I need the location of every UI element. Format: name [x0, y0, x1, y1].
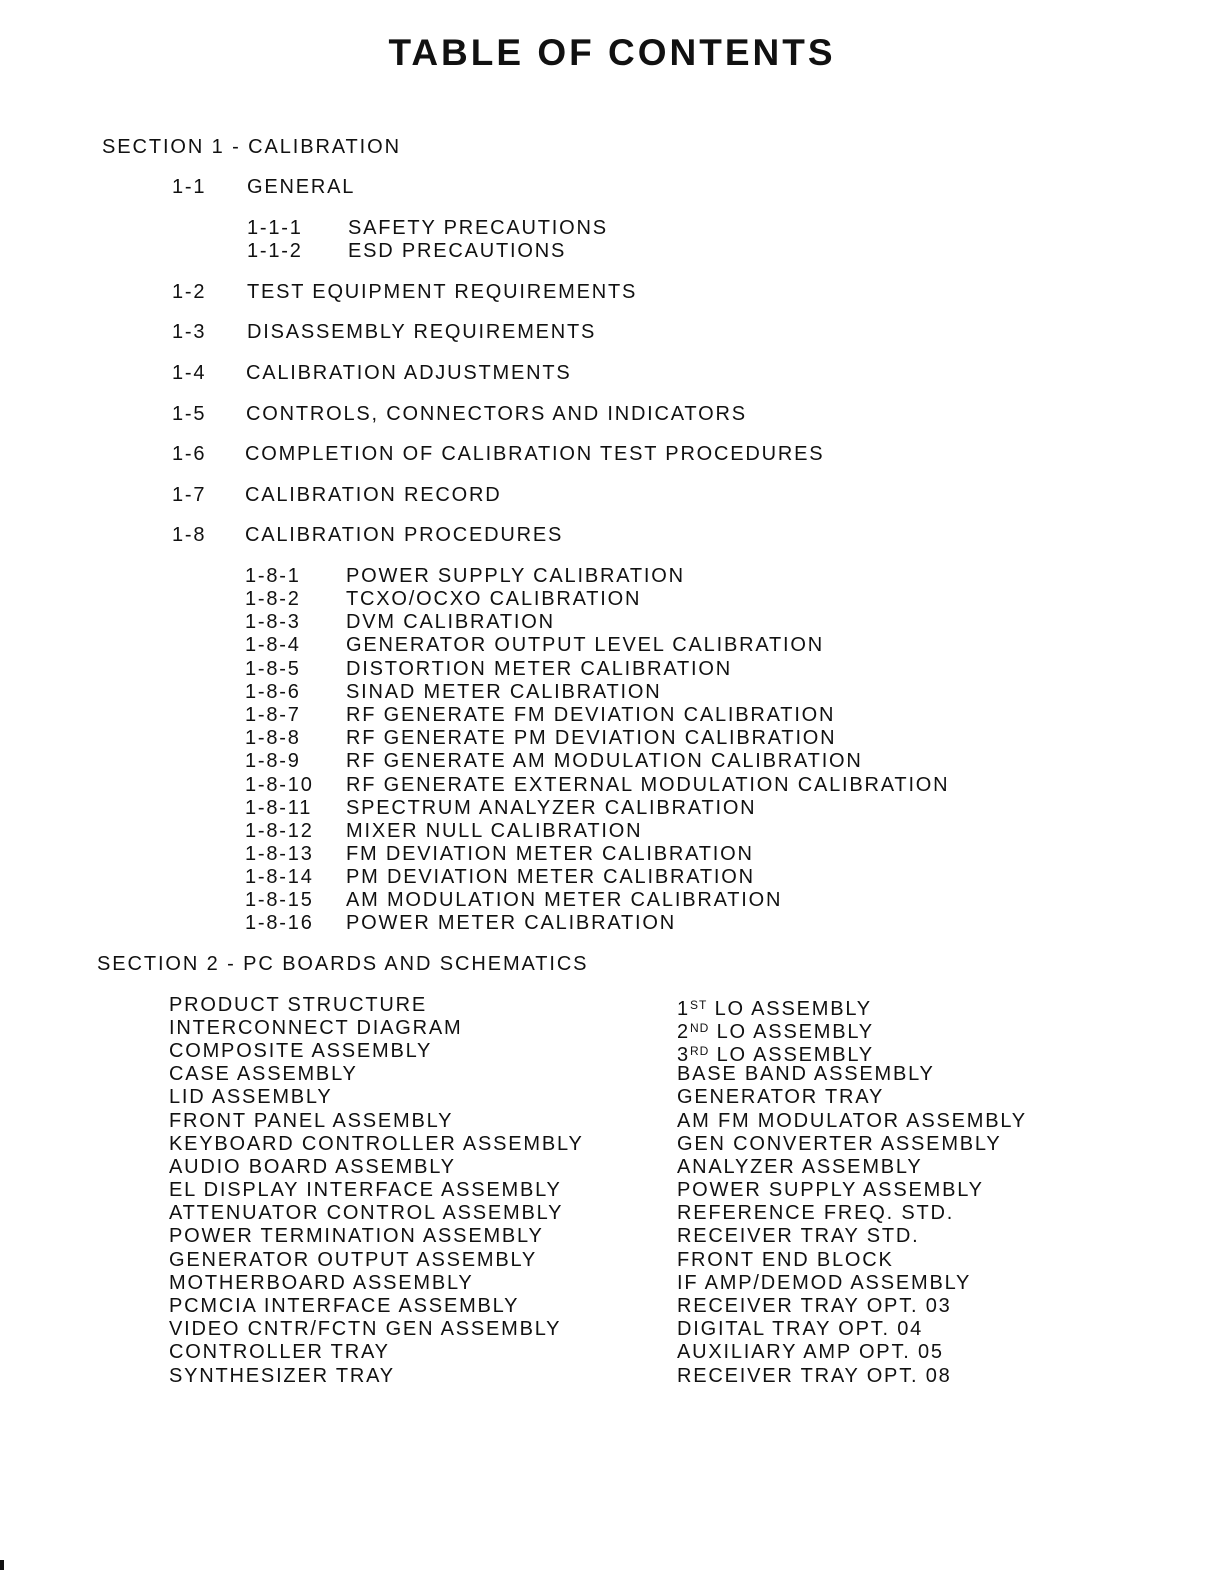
- toc-entry-title: ESD PRECAUTIONS: [348, 240, 567, 262]
- toc-entry-title: TEST EQUIPMENT REQUIREMENTS: [247, 281, 638, 303]
- list-item: GENERATOR OUTPUT ASSEMBLY: [169, 1249, 538, 1271]
- toc-entry-title: POWER METER CALIBRATION: [346, 912, 676, 934]
- ordinal-suffix: RD: [689, 1044, 710, 1058]
- list-item: AUXILIARY AMP OPT. 05: [677, 1341, 944, 1363]
- toc-entry-title: RF GENERATE FM DEVIATION CALIBRATION: [346, 704, 836, 726]
- page-title: TABLE OF CONTENTS: [388, 32, 836, 73]
- toc-entry-number: 1-8-7: [245, 704, 301, 726]
- toc-entry-number: 1-8-10: [245, 774, 314, 796]
- toc-entry-number: 1-8: [172, 524, 207, 546]
- toc-entry-title: GENERATOR OUTPUT LEVEL CALIBRATION: [346, 634, 824, 656]
- toc-entry-number: 1-8-8: [245, 727, 301, 749]
- list-item: VIDEO CNTR/FCTN GEN ASSEMBLY: [169, 1318, 562, 1340]
- list-item: FRONT PANEL ASSEMBLY: [169, 1110, 454, 1132]
- toc-entry-title: POWER SUPPLY CALIBRATION: [346, 565, 685, 587]
- toc-entry-title: CALIBRATION RECORD: [245, 484, 502, 506]
- list-item: COMPOSITE ASSEMBLY: [169, 1040, 433, 1062]
- toc-entry-title: DISASSEMBLY REQUIREMENTS: [247, 321, 597, 343]
- list-item: PCMCIA INTERFACE ASSEMBLY: [169, 1295, 520, 1317]
- toc-entry-title: COMPLETION OF CALIBRATION TEST PROCEDURES: [245, 443, 825, 465]
- list-item: PRODUCT STRUCTURE: [169, 994, 428, 1016]
- list-item: ATTENUATOR CONTROL ASSEMBLY: [169, 1202, 564, 1224]
- list-item: FRONT END BLOCK: [677, 1249, 894, 1271]
- toc-entry-number: 1-8-12: [245, 820, 314, 842]
- toc-entry-title: GENERAL: [247, 176, 356, 198]
- toc-entry-number: 1-4: [172, 362, 207, 384]
- toc-entry-title: CALIBRATION PROCEDURES: [245, 524, 564, 546]
- toc-entry-number: 1-8-6: [245, 681, 301, 703]
- ordinal-number: 3: [677, 1044, 690, 1066]
- toc-entry-title: RF GENERATE EXTERNAL MODULATION CALIBRATION: [346, 774, 950, 796]
- toc-entry-number: 1-8-14: [245, 866, 314, 888]
- list-item: GENERATOR TRAY: [677, 1086, 885, 1108]
- list-item: CONTROLLER TRAY: [169, 1341, 390, 1363]
- scan-edge-mark: [0, 1560, 4, 1570]
- toc-entry-number: 1-8-11: [245, 797, 313, 819]
- list-item: GEN CONVERTER ASSEMBLY: [677, 1133, 1002, 1155]
- toc-entry-number: 1-3: [172, 321, 207, 343]
- toc-entry-title: CONTROLS, CONNECTORS AND INDICATORS: [246, 403, 747, 425]
- list-item: INTERCONNECT DIAGRAM: [169, 1017, 463, 1039]
- toc-entry-number: 1-8-2: [245, 588, 301, 610]
- toc-entry-number: 1-1: [172, 176, 207, 198]
- toc-entry-number: 1-8-4: [245, 634, 301, 656]
- toc-entry-title: CALIBRATION ADJUSTMENTS: [246, 362, 572, 384]
- ordinal-number: 2: [677, 1021, 690, 1043]
- toc-entry-title: TCXO/OCXO CALIBRATION: [346, 588, 642, 610]
- toc-entry-title: AM MODULATION METER CALIBRATION: [346, 889, 783, 911]
- toc-entry-title: PM DEVIATION METER CALIBRATION: [346, 866, 755, 888]
- section-2-heading: SECTION 2 - PC BOARDS AND SCHEMATICS: [97, 953, 589, 975]
- section-1-heading: SECTION 1 - CALIBRATION: [102, 136, 401, 158]
- toc-entry-number: 1-8-1: [245, 565, 301, 587]
- toc-entry-number: 1-1-1: [247, 217, 303, 239]
- list-item: EL DISPLAY INTERFACE ASSEMBLY: [169, 1179, 562, 1201]
- list-item: AM FM MODULATOR ASSEMBLY: [677, 1110, 1027, 1132]
- list-item: MOTHERBOARD ASSEMBLY: [169, 1272, 474, 1294]
- list-item: RECEIVER TRAY OPT. 03: [677, 1295, 952, 1317]
- list-item-text: LO ASSEMBLY: [709, 1021, 874, 1043]
- list-item: BASE BAND ASSEMBLY: [677, 1063, 935, 1085]
- list-item: LID ASSEMBLY: [169, 1086, 333, 1108]
- toc-entry-number: 1-8-9: [245, 750, 301, 772]
- toc-entry-number: 1-5: [172, 403, 207, 425]
- list-item: RECEIVER TRAY STD.: [677, 1225, 920, 1247]
- list-item-text: LO ASSEMBLY: [707, 998, 872, 1020]
- toc-entry-title: DVM CALIBRATION: [346, 611, 555, 633]
- ordinal-suffix: ND: [689, 1021, 710, 1035]
- ordinal-number: 1: [677, 998, 690, 1020]
- toc-entry-title: SAFETY PRECAUTIONS: [348, 217, 608, 239]
- toc-entry-number: 1-8-5: [245, 658, 301, 680]
- toc-entry-title: DISTORTION METER CALIBRATION: [346, 658, 732, 680]
- toc-entry-number: 1-7: [172, 484, 207, 506]
- toc-entry-title: MIXER NULL CALIBRATION: [346, 820, 643, 842]
- toc-entry-title: FM DEVIATION METER CALIBRATION: [346, 843, 754, 865]
- toc-entry-number: 1-1-2: [247, 240, 303, 262]
- list-item: SYNTHESIZER TRAY: [169, 1365, 395, 1387]
- toc-entry-number: 1-8-13: [245, 843, 314, 865]
- toc-entry-number: 1-8-3: [245, 611, 301, 633]
- list-item: POWER TERMINATION ASSEMBLY: [169, 1225, 544, 1247]
- list-item: AUDIO BOARD ASSEMBLY: [169, 1156, 456, 1178]
- list-item: RECEIVER TRAY OPT. 08: [677, 1365, 952, 1387]
- toc-entry-title: RF GENERATE PM DEVIATION CALIBRATION: [346, 727, 837, 749]
- list-item: ANALYZER ASSEMBLY: [677, 1156, 923, 1178]
- toc-entry-number: 1-2: [172, 281, 207, 303]
- toc-entry-number: 1-6: [172, 443, 207, 465]
- list-item: KEYBOARD CONTROLLER ASSEMBLY: [169, 1133, 584, 1155]
- ordinal-suffix: ST: [689, 998, 708, 1012]
- list-item: POWER SUPPLY ASSEMBLY: [677, 1179, 984, 1201]
- toc-entry-number: 1-8-15: [245, 889, 314, 911]
- list-item-text: LO ASSEMBLY: [709, 1044, 874, 1066]
- list-item: IF AMP/DEMOD ASSEMBLY: [677, 1272, 972, 1294]
- list-item: REFERENCE FREQ. STD.: [677, 1202, 955, 1224]
- toc-entry-title: SPECTRUM ANALYZER CALIBRATION: [346, 797, 757, 819]
- toc-entry-title: SINAD METER CALIBRATION: [346, 681, 662, 703]
- list-item: DIGITAL TRAY OPT. 04: [677, 1318, 924, 1340]
- list-item: CASE ASSEMBLY: [169, 1063, 358, 1085]
- toc-entry-number: 1-8-16: [245, 912, 314, 934]
- toc-entry-title: RF GENERATE AM MODULATION CALIBRATION: [346, 750, 863, 772]
